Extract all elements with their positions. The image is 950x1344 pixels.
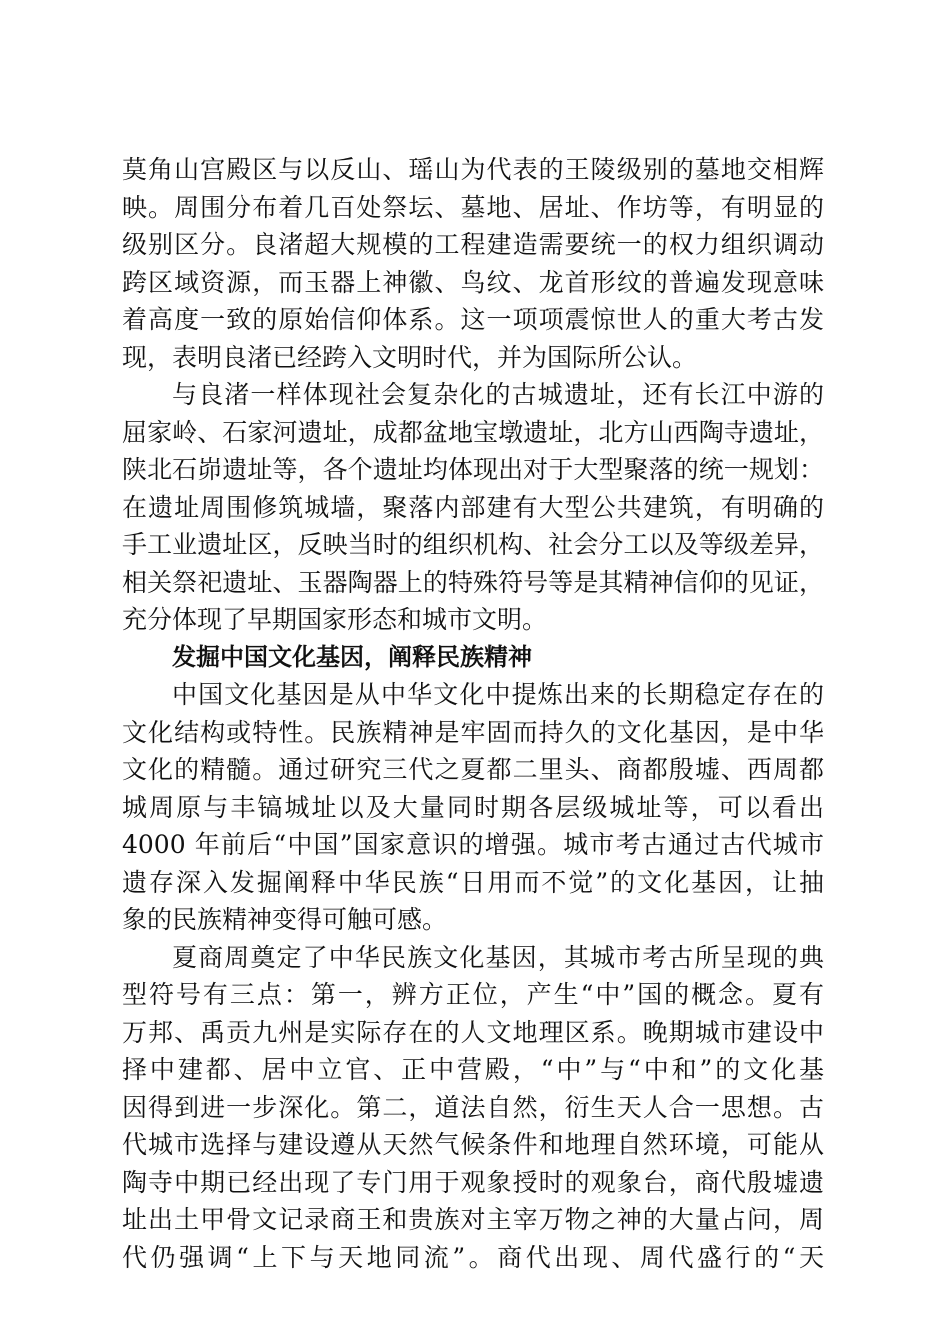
text-line: 着高度一致的原始信仰体系。这一项项震惊世人的重大考古发 (122, 305, 824, 334)
text-line: 型符号有三点：第一，辨方正位，产生“中”国的概念。夏有 (122, 980, 824, 1009)
text-line: 陕北石峁遗址等，各个遗址均体现出对于大型聚落的统一规划： (122, 455, 824, 484)
text-line: 中国文化基因是从中华文化中提炼出来的长期稳定存在的 (172, 680, 824, 709)
document-page (122, 151, 824, 1276)
paragraph-xia-shang-zhou (122, 939, 824, 1277)
text-line: 代仍强调“上下与天地同流”。商代出现、周代盛行的“天 (122, 1242, 824, 1272)
text-line: 遗存深入发掘阐释中华民族“日用而不觉”的文化基因，让抽 (122, 867, 824, 897)
text-line: 相关祭祀遗址、玉器陶器上的特殊符号等是其精神信仰的见证， (122, 567, 824, 597)
text-line: 与良渚一样体现社会复杂化的古城遗址，还有长江中游的 (172, 380, 824, 409)
text-line: 级别区分。良渚超大规模的工程建造需要统一的权力组织调动 (122, 230, 824, 259)
text-line: 代城市选择与建设遵从天然气候条件和地理自然环境，可能从 (122, 1130, 824, 1159)
text-line: 择中建都、居中立官、正中营殿，“中”与“中和”的文化基 (122, 1055, 824, 1084)
text-line: 现，表明良渚已经跨入文明时代，并为国际所公认。 (122, 342, 698, 372)
text-line: 在遗址周围修筑城墙，聚落内部建有大型公共建筑，有明确的 (122, 492, 824, 522)
text-line: 万邦、禹贡九州是实际存在的人文地理区系。晚期城市建设中 (122, 1017, 824, 1047)
text-line: 跨区域资源，而玉器上神徽、鸟纹、龙首形纹的普遍发现意味 (122, 267, 824, 297)
paragraph-ancient-city-sites (122, 376, 824, 639)
text-line: 夏商周奠定了中华民族文化基因，其城市考古所呈现的典 (172, 942, 824, 972)
paragraph-liangzhu-continuation (122, 151, 824, 376)
text-line: 莫角山宫殿区与以反山、瑶山为代表的王陵级别的墓地交相辉 (122, 155, 824, 184)
text-line: 充分体现了早期国家形态和城市文明。 (122, 605, 548, 634)
text-line: 4000 年前后“中国”国家意识的增强。城市考古通过古代城市 (122, 830, 824, 859)
text-line: 文化结构或特性。民族精神是牢固而持久的文化基因，是中华 (122, 717, 824, 747)
text-line: 屈家岭、石家河遗址，成都盆地宝墩遗址，北方山西陶寺遗址， (122, 417, 824, 447)
text-line: 址出土甲骨文记录商王和贵族对主宰万物之神的大量占问，周 (122, 1205, 824, 1234)
text-line: 映。周围分布着几百处祭坛、墓地、居址、作坊等，有明显的 (122, 192, 824, 222)
text-line: 因得到进一步深化。第二，道法自然，衍生天人合一思想。古 (122, 1092, 824, 1122)
paragraph-cultural-genes (122, 676, 824, 939)
text-line: 手工业遗址区，反映当时的组织机构、社会分工以及等级差异， (122, 530, 824, 559)
text-line: 文化的精髓。通过研究三代之夏都二里头、商都殷墟、西周都 (122, 755, 824, 784)
text-line: 城周原与丰镐城址以及大量同时期各层级城址等，可以看出 (122, 792, 824, 822)
text-line: 象的民族精神变得可触可感。 (122, 905, 448, 934)
text-line: 陶寺中期已经出现了专门用于观象授时的观象台，商代殷墟遗 (122, 1167, 824, 1197)
section-heading: 发掘中国文化基因，阐释民族精神 (172, 642, 532, 671)
